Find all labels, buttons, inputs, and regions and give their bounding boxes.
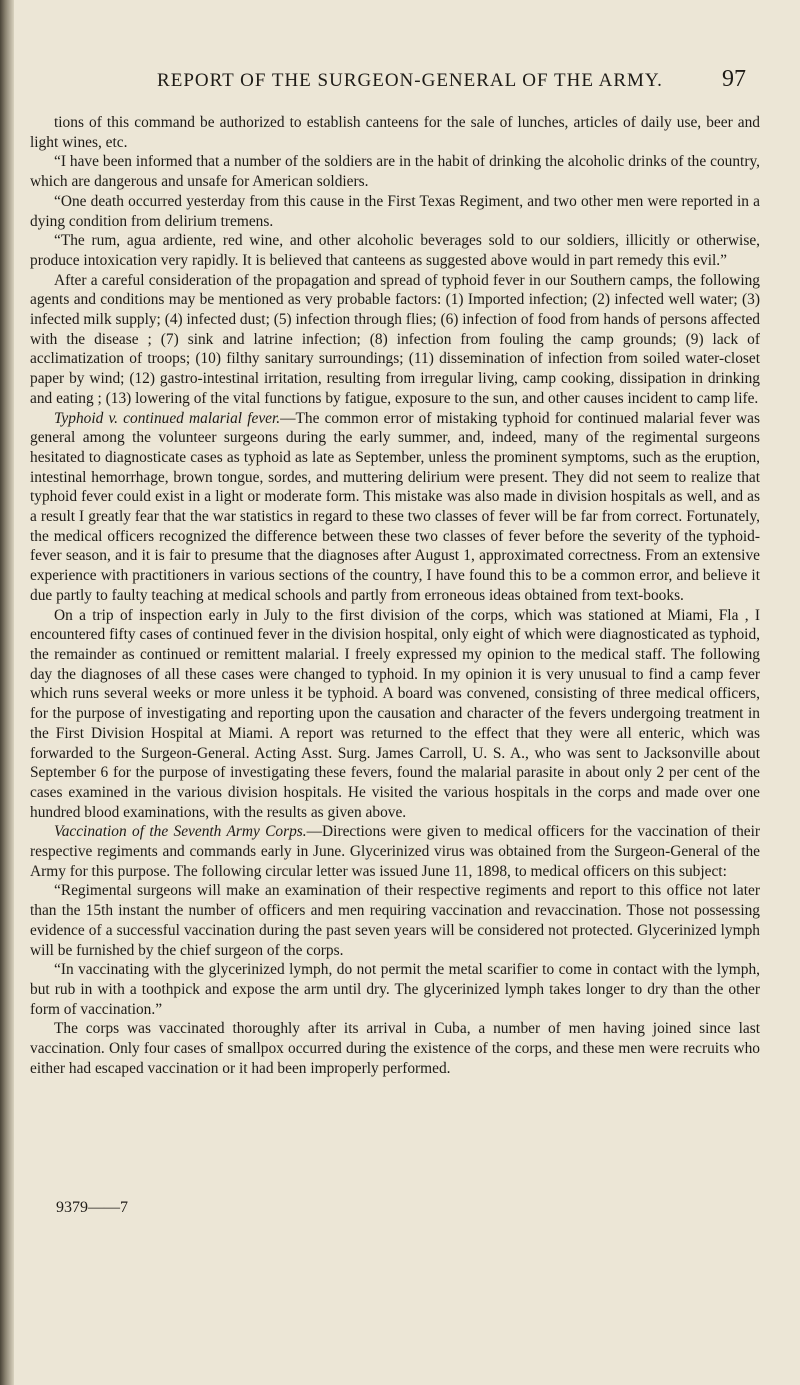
paragraph-quote: “Regimental surgeons will make an examination of their respective regiments and report to this office not later than the 15th instant the number of officers and men requiring vaccination and revaccination. Those not possessing evidence of a successful vaccination during the past seven years will be considered not protected. Glycerinized lymph will be furnished by the chief surgeon of the corps. — [30, 882, 760, 959]
page-binding-edge — [0, 0, 14, 1385]
paragraph-lead: Vaccination of the Seventh Army Corps. — [54, 823, 307, 841]
paragraph: After a careful consideration of the propagation and spread of typhoid fever in our Southern camps, the following agents and conditions may be mentioned as very probable factors: (1) Imported infection; (2) infected well water; (3) infected milk supply; (4) infected dust; (5) infection through flies; (6) infection of food from hands of persons affected with the disease ; (7) sink and latrine infection; (8) infection from fouling the camp grounds; (9) lack of acclimatization of troops; (10) filthy sanitary surroundings; (11) dissemination of infection from soiled water-closet paper by wind; (12) gastro-intestinal irritation, resulting from irregular living, camp cooking, dissipation in drinking and eating ; (13) lowering of the vital functions by fatigue, exposure to the sun, and other causes incident to camp life. — [30, 271, 760, 407]
paragraph: “The rum, agua ardiente, red wine, and other alcoholic beverages sold to our soldiers, illicitly or otherwise, produce intoxication very rapidly. It is believed that canteens as suggested above would in part remedy this evil.” — [30, 232, 760, 269]
paragraph: On a trip of inspection early in July to the first division of the corps, which was stationed at Miami, Fla , I encountered fifty cases of continued fever in the division hospital, only eight of which were diagnosticated as typhoid, the remainder as continued or remittent malarial. I freely expressed my opinion to the medical staff. The following day the diagnoses of all these cases were changed to typhoid. In my opinion it is very unusual to find a camp fever which runs several weeks or more unless it be typhoid. A board was convened, consisting of three medical officers, for the purpose of investigating and reporting upon the causation and character of the fevers undergoing treatment in the First Division Hospital at Miami. A report was returned to the effect that they were all enteric, which was forwarded to the Surgeon-General. Acting Asst. Surg. James Carroll, U. S. A., who was sent to Jacksonville about September 6 for the purpose of investigating these fevers, found the malarial parasite in about only 2 per cent of the cases examined in the various division hospitals. He visited the various hospitals in the corps and made over one hundred blood examinations, with the results as given above. — [30, 606, 760, 821]
printer-signature: 9379——7 — [56, 1199, 128, 1216]
body-text — [30, 113, 760, 1078]
paragraph: The corps was vaccinated thoroughly after its arrival in Cuba, a number of men having joined since last vaccination. Only four cases of smallpox occurred during the existence of the corps, and these men were recruits who either had escaped vaccination or it had been improperly performed. — [30, 1020, 760, 1077]
paragraph: “One death occurred yesterday from this cause in the First Texas Regiment, and two other men were reported in a dying condition from delirium tremens. — [30, 192, 760, 230]
paragraph-quote: “In vaccinating with the glycerinized lymph, do not permit the metal scarifier to come in contact with the lymph, but rub in with a toothpick and expose the arm until dry. The glycerinized lymph takes longer to dry than the other form of vaccination.” — [30, 961, 760, 1018]
paragraph: tions of this command be authorized to establish canteens for the sale of lunches, articles of daily use, beer and light wines, etc. — [30, 114, 760, 151]
paragraph-lead: Typhoid v. continued malarial fever. — [54, 409, 281, 427]
paragraph-vaccination: Vaccination of the Seventh Army Corps.—Directions were given to medical officers for the vaccination of their respective regiments and commands early in June. Glycerinized virus was obtained from the Surgeon-General of the Army for this purpose. The following circular letter was issued June 11, 1898, to medical officers on this subject: — [30, 823, 760, 880]
paragraph-typhoid-vs-malarial: Typhoid v. continued malarial fever.—The common error of mistaking typhoid for continued malarial fever was general among the volunteer surgeons during the early summer, and, indeed, many of the regimental surgeons hesitated to diagnosticate cases as typhoid as late as September, unless the prominent symptoms, such as the eruption, intestinal hemorrhage, brown tongue, sordes, and muttering delirium were present. They did not seem to realize that typhoid fever could exist in a light or moderate form. This mistake was also made in division hospitals as well, and as a result I greatly fear that the war statistics in regard to these two classes of fever will be far from correct. Fortunately, the medical officers recognized the difference between these two classes of fever before the severity of the typhoid-fever season, and it is fair to presume that the diagnoses after August 1, approximated correctness. From an extensive experience with practitioners in various sections of the country, I have found this to be a common error, and believe it due partly to faulty teaching at medical schools and partly from erroneous ideas obtained from text-books. — [30, 409, 760, 604]
running-header: REPORT OF THE SURGEON-GENERAL OF THE ARMY. — [157, 70, 663, 91]
page-number: 97 — [722, 66, 746, 92]
paragraph: “I have been informed that a number of the soldiers are in the habit of drinking the alcoholic drinks of the country, which are dangerous and unsafe for American soldiers. — [30, 153, 760, 191]
